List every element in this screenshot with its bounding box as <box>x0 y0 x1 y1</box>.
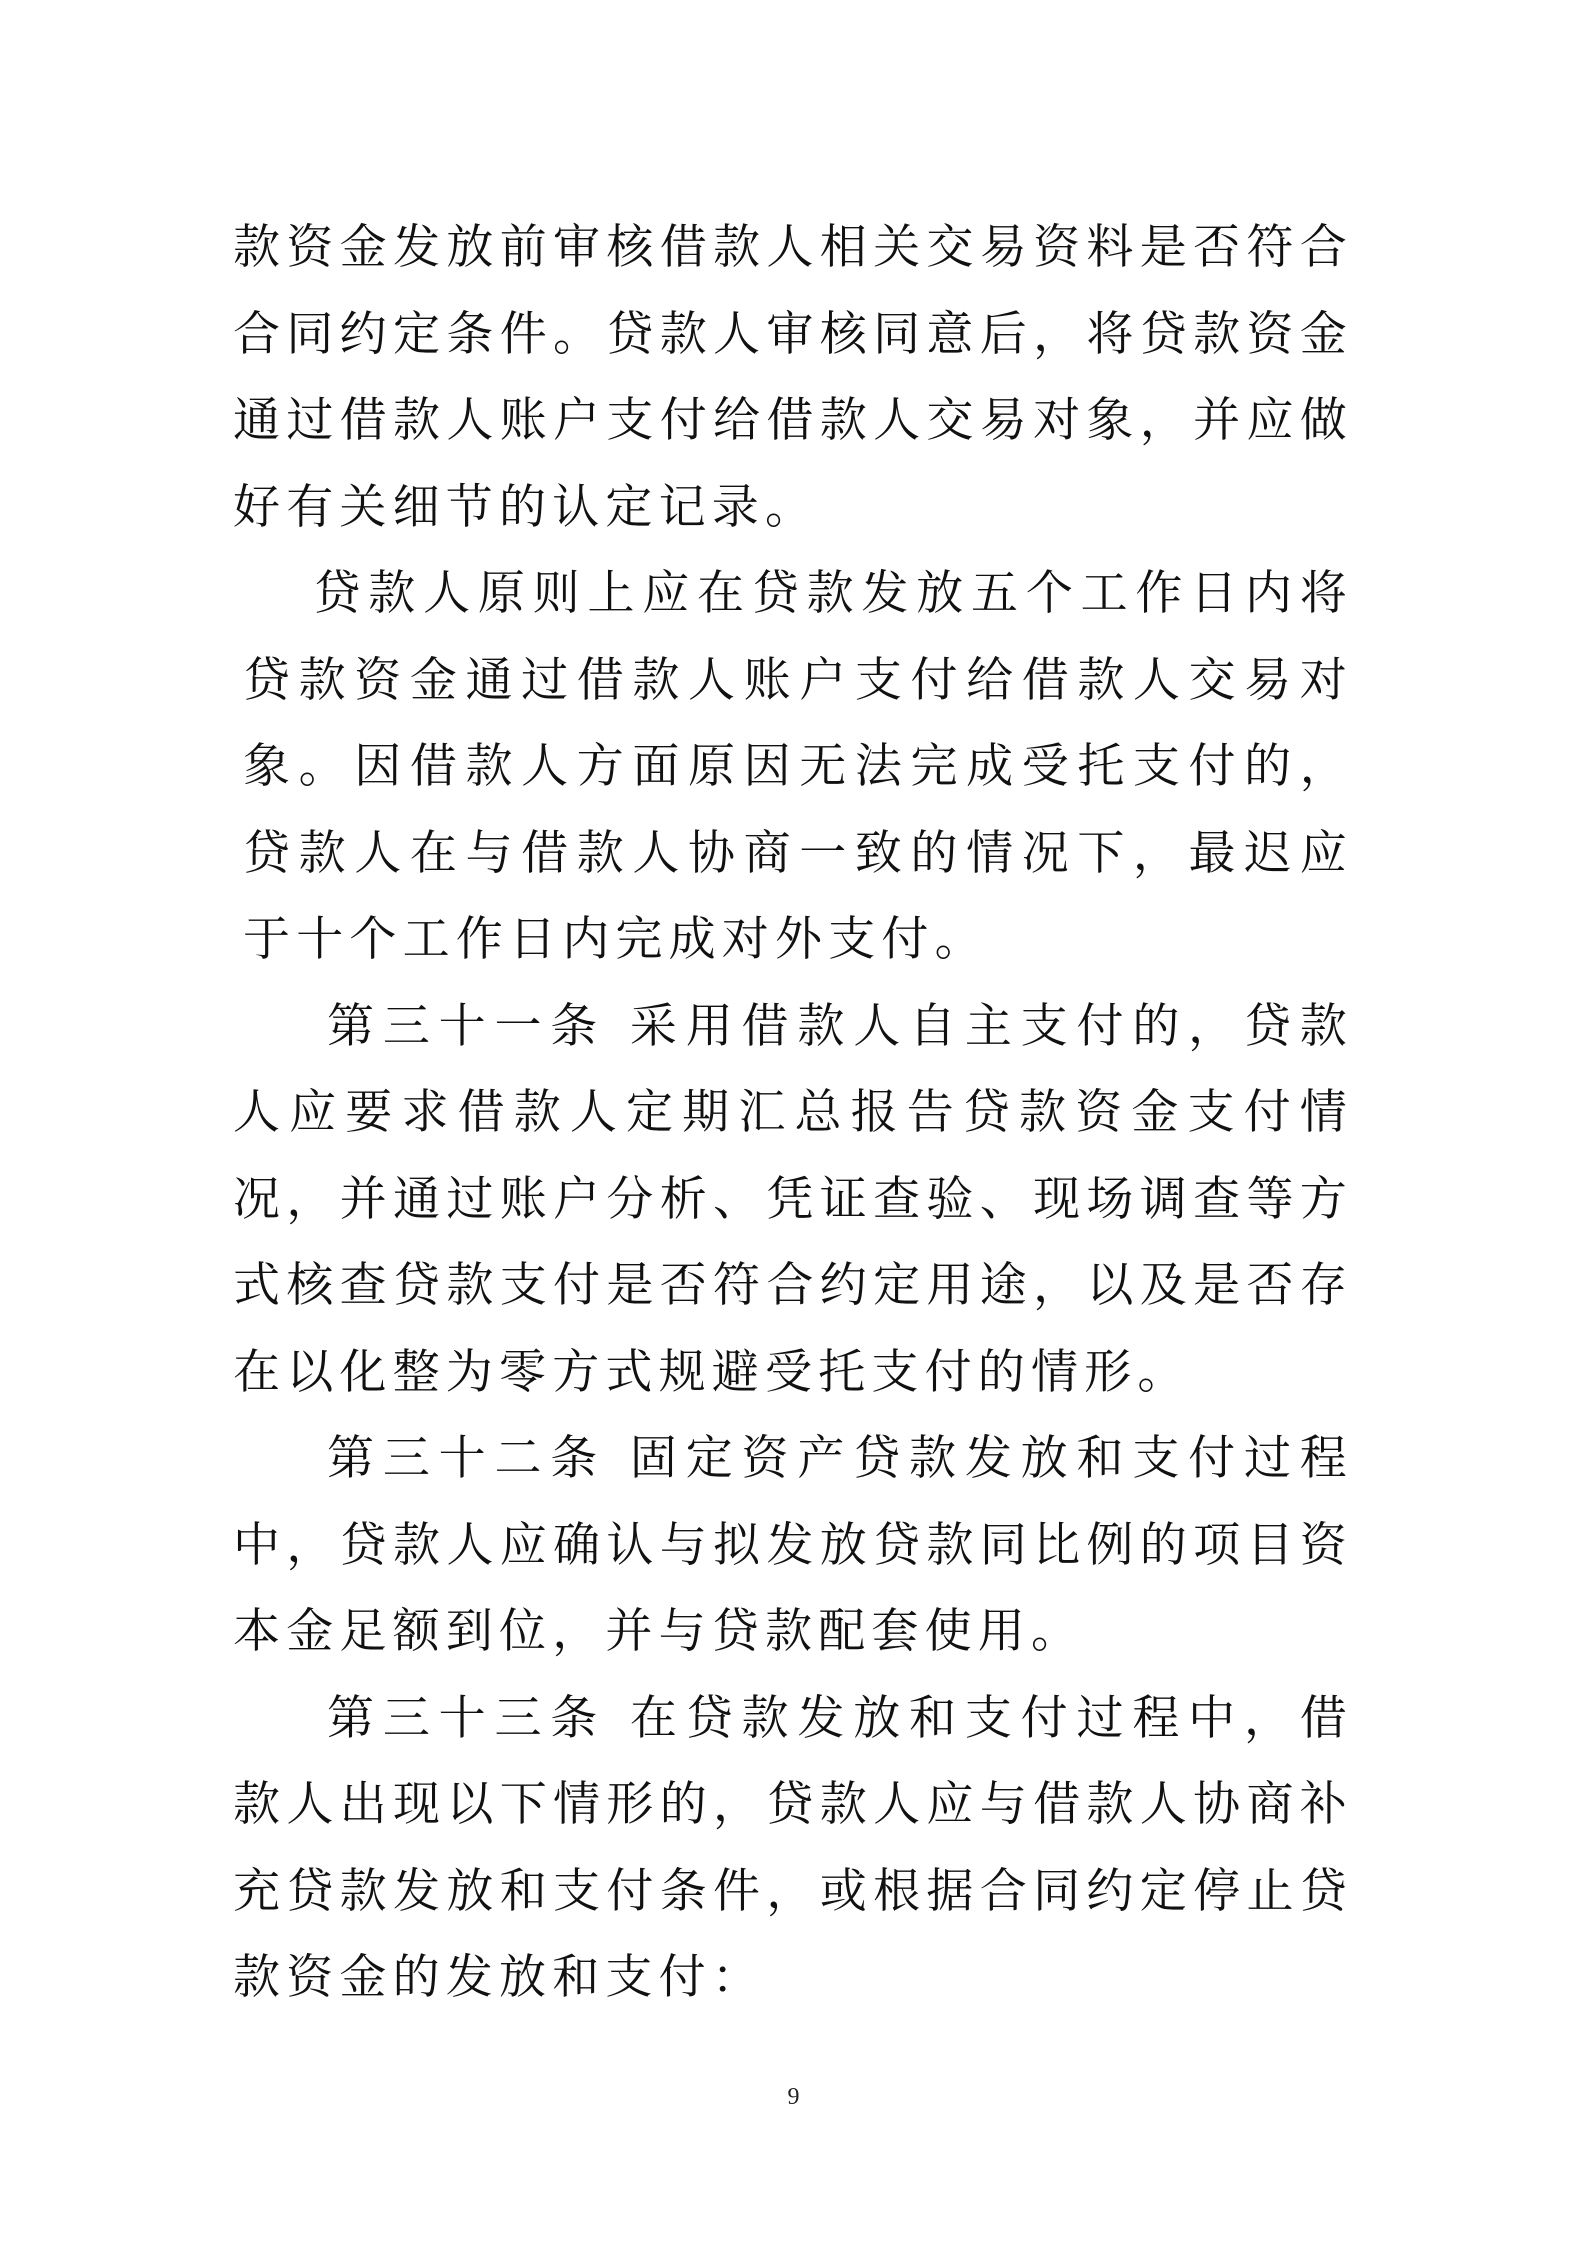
paragraph-article-32: 第三十二条 固定资产贷款发放和支付过程中，贷款人应确认与拟发放贷款同比例的项目资本金足额到位，并与贷款配套使用。 <box>233 1431 1353 1659</box>
page-number: 9 <box>787 2084 800 2110</box>
paragraph-article-33: 第三十三条 在贷款发放和支付过程中，借款人出现以下情形的，贷款人应与借款人协商补充贷款发放和支付条件，或根据合同约定停止贷款资金的发放和支付： <box>233 1690 1353 2005</box>
paragraph-five-working-days: 贷款人原则上应在贷款发放五个工作日内将贷款资金通过借款人账户支付给借款人交易对象。因借款人方面原因无法完成受托支付的，贷款人在与借款人协商一致的情况下，最迟应于十个工作日内完成对外支付。 <box>243 566 1353 967</box>
paragraph-continuation: 款资金发放前审核借款人相关交易资料是否符合合同约定条件。贷款人审核同意后，将贷款资金通过借款人账户支付给借款人交易对象，并应做好有关细节的认定记录。 <box>233 220 1353 535</box>
document-body <box>233 205 1353 2022</box>
paragraph-article-31: 第三十一条 采用借款人自主支付的，贷款人应要求借款人定期汇总报告贷款资金支付情况，并通过账户分析、凭证查验、现场调查等方式核查贷款支付是否符合约定用途，以及是否存在以化整为零方式规避受托支付的情形。 <box>233 998 1353 1400</box>
